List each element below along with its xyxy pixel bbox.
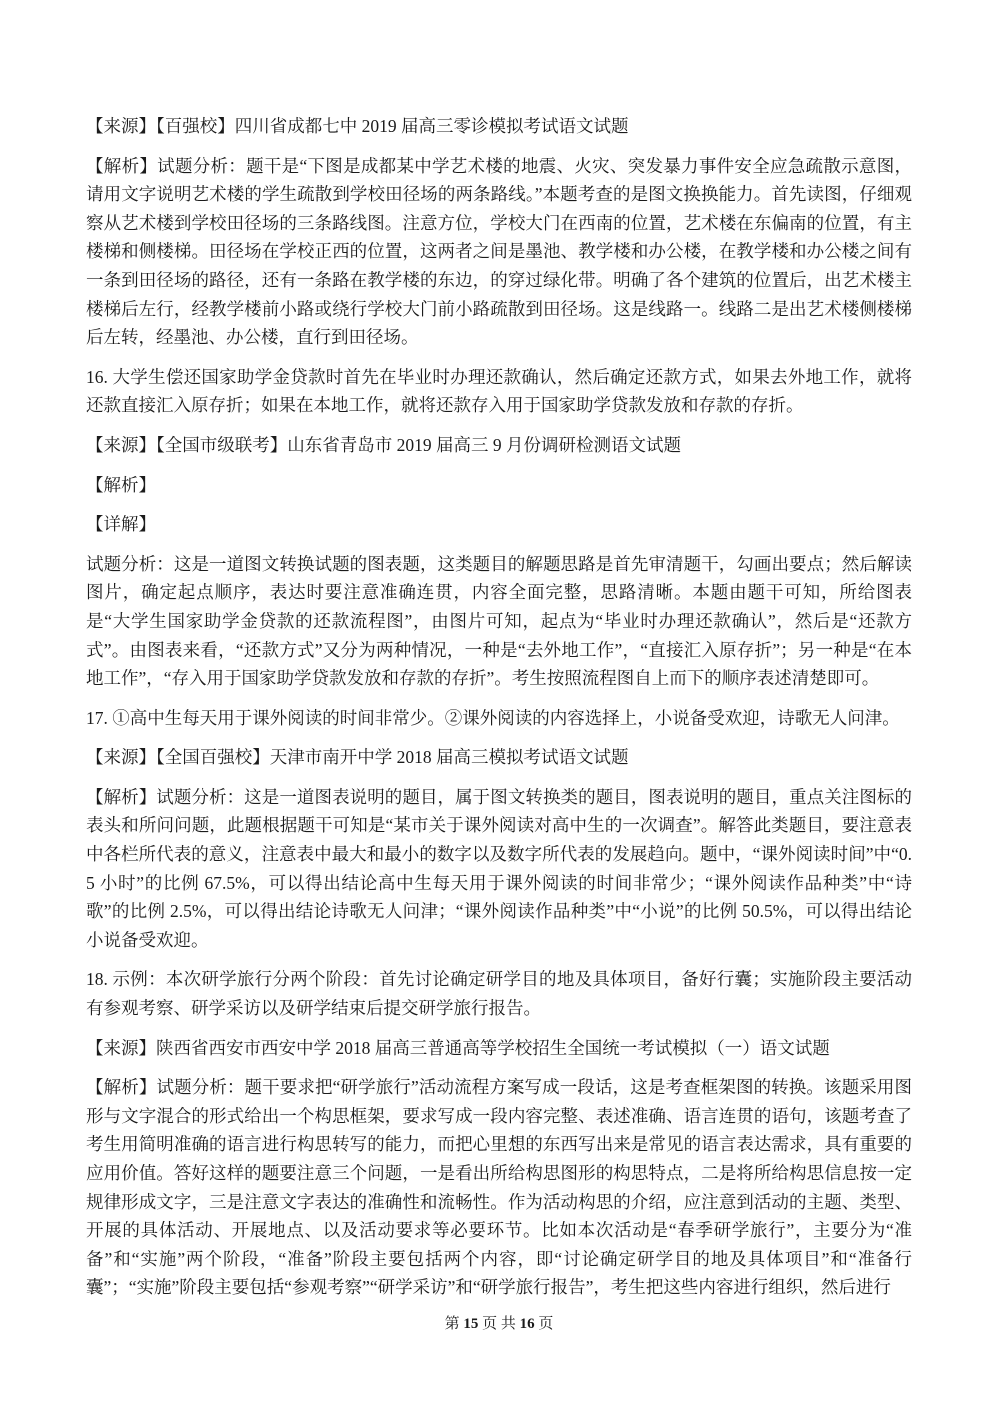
- footer-total-pages-number: 16: [519, 1315, 535, 1332]
- page-footer: [86, 1313, 912, 1335]
- footer-label-di: 第: [444, 1315, 460, 1332]
- paragraph-11: 18. 示例：本次研学旅行分两个阶段：首先讨论确定研学目的地及具体项目，备好行囊；实施阶段主要活动有参观考察、研学采访以及研学结束后提交研学旅行报告。: [86, 969, 912, 1019]
- footer-label-ye-gong: 页 共: [482, 1315, 516, 1332]
- paragraph-6: 【详解】: [86, 514, 156, 535]
- paragraph-1: 【来源】【百强校】四川省成都七中 2019 届高三零诊模拟考试语文试题: [86, 116, 629, 136]
- paragraph-8: 17. ①高中生每天用于课外阅读的时间非常少。②课外阅读的内容选择上，小说备受欢迎，诗歌无人问津。: [86, 707, 900, 728]
- document-body: [86, 112, 912, 1302]
- paragraph-12: 【来源】陕西省西安市西安中学 2018 届高三普通高等学校招生全国统一考试模拟（一）语文试题: [86, 1037, 830, 1058]
- paragraph-5: 【解析】: [86, 474, 156, 495]
- paragraph-13: 【解析】试题分析：题干要求把“研学旅行”活动流程方案写成一段话，这是考查框架图的转换。该题采用图形与文字混合的形式给出一个构思框架，要求写成一段内容完整、表述准确、语言连贯的语句，该题考查了考生用简明准确的语言进行构思转写的能力，而把心里想的东西写出来是常见的语言表达需求，具有重要的应用价值。答好这样的题要注意三个问题，一是看出所给构思图形的构思特点，二是将所给构思信息按一定规律形成文字，三是注意文字表达的准确性和流畅性。作为活动构思的介绍，应注意到活动的主题、类型、开展的具体活动、开展地点、以及活动要求等必要环节。比如本次活动是“春季研学旅行”，主要分为“准备”和“实施”两个阶段，“准备”阶段主要包括两个内容，即“讨论确定研学目的地及具体项目”和“准备行囊”；“实施”阶段主要包括“参观考察”“研学采访”和“研学旅行报告”，考生把这些内容进行组织，然后进行: [86, 1077, 912, 1298]
- paragraph-3: 16. 大学生偿还国家助学金贷款时首先在毕业时办理还款确认，然后确定还款方式，如果去外地工作，就将还款直接汇入原存折；如果在本地工作，就将还款存入用于国家助学贷款发放和存款的存折。: [86, 366, 912, 416]
- paragraph-7: 试题分析：这是一道图文转换试题的图表题，这类题目的解题思路是首先审清题干，勾画出要点；然后解读图片，确定起点顺序，表达时要注意准确连贯，内容全面完整，思路清晰。本题由题干可知，所给图表是“大学生国家助学金贷款的还款流程图”，由图片可知，起点为“毕业时办理还款确认”，然后是“还款方式”。由图表来看，“还款方式”又分为两种情况，一种是“去外地工作”，“直接汇入原存折”；另一种是“在本地工作”，“存入用于国家助学贷款发放和存款的存折”。考生按照流程图自上而下的顺序表述清楚即可。: [86, 553, 912, 689]
- footer-current-page-number: 15: [463, 1315, 479, 1332]
- paragraph-2: 【解析】试题分析：题干是“下图是成都某中学艺术楼的地震、火灾、突发暴力事件安全应急疏散示意图，请用文字说明艺术楼的学生疏散到学校田径场的两条路线。”本题考查的是图文换换能力。首先读图，仔细观察从艺术楼到学校田径场的三条路线图。注意方位，学校大门在西南的位置，艺术楼在东偏南的位置，有主楼梯和侧楼梯。田径场在学校正西的位置，这两者之间是墨池、教学楼和办公楼，在教学楼和办公楼之间有一条到田径场的路径，还有一条路在教学楼的东边，的穿过绿化带。明确了各个建筑的位置后，出艺术楼主楼梯后左行，经教学楼前小路或绕行学校大门前小路疏散到田径场。这是线路一。线路二是出艺术楼侧楼梯后左转，经墨池、办公楼，直行到田径场。: [86, 155, 912, 348]
- paragraph-4: 【来源】【全国市级联考】山东省青岛市 2019 届高三 9 月份调研检测语文试题: [86, 434, 681, 455]
- paragraph-9: 【来源】【全国百强校】天津市南开中学 2018 届高三模拟考试语文试题: [86, 747, 629, 768]
- footer-label-ye: 页: [538, 1315, 554, 1332]
- paragraph-10: 【解析】试题分析：这是一道图表说明的题目，属于图文转换类的题目，图表说明的题目，重点关注图标的表头和所问问题，此题根据题干可知是“某市关于课外阅读对高中生的一次调查”。解答此类题目，要注意表中各栏所代表的意义，注意表中最大和最小的数字以及数字所代表的发展趋向。题中，“课外阅读时间”中“0.5 小时”的比例 67.5%，可以得出结论高中生每天用于课外阅读的时间非常少；“课外阅读作品种类”中“诗歌”的比例 2.5%，可以得出结论诗歌无人问津；“课外阅读作品种类”中“小说”的比例 50.5%，可以得出结论小说备受欢迎。: [86, 786, 912, 950]
